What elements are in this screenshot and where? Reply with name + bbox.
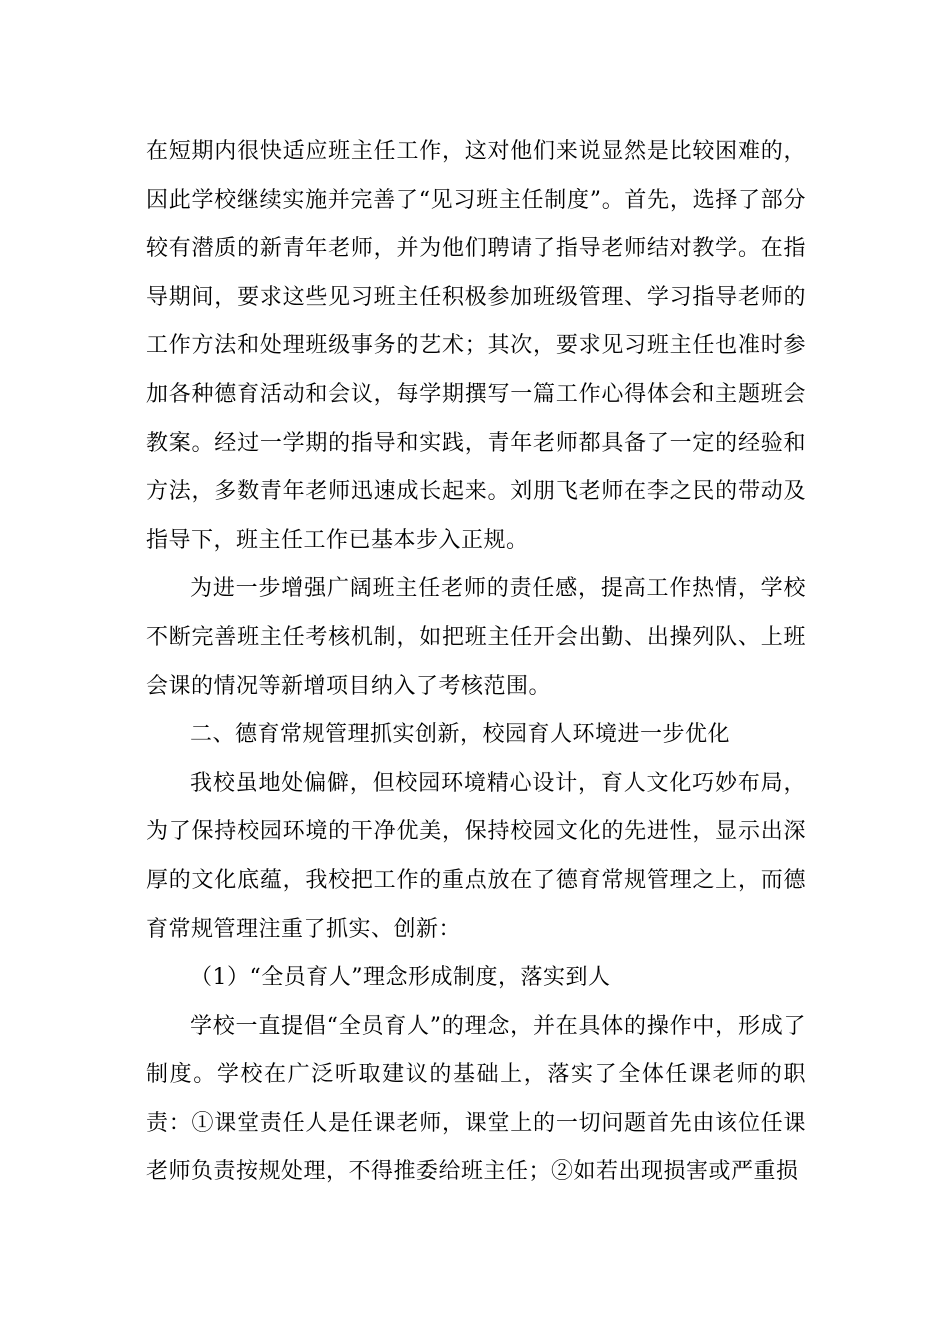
paragraph-4: 学校一直提倡“全员育人”的理念，并在具体的操作中，形成了制度。学校在广泛听取建议的基础上，落实了全体任课老师的职责：①课堂责任人是任课老师，课堂上的一切问题首先由该位任课老师负责按规处理，不得推委给班主任；②如若出现损害或严重损	[146, 1013, 806, 1185]
document-body	[146, 128, 806, 1197]
section-heading: 二、德育常规管理抓实创新，校园育人环境进一步优化	[190, 722, 731, 748]
paragraph-3: 我校虽地处偏僻，但校园环境精心设计，育人文化巧妙布局，为了保持校园环境的干净优美，保持校园文化的先进性，显示出深厚的文化底蕴，我校把工作的重点放在了德育常规管理之上，而德育常规管理注重了抓实、创新：	[146, 770, 806, 942]
paragraph-1: 在短期内很快适应班主任工作，这对他们来说显然是比较困难的，因此学校继续实施并完善了“见习班主任制度”。首先，选择了部分较有潜质的新青年老师，并为他们聘请了指导老师结对教学。在指导期间，要求这些见习班主任积极参加班级管理、学习指导老师的工作方法和处理班级事务的艺术；其次，要求见习班主任也准时参加各种德育活动和会议，每学期撰写一篇工作心得体会和主题班会教案。经过一学期的指导和实践，青年老师都具备了一定的经验和方法，多数青年老师迅速成长起来。刘朋飞老师在李之民的带动及指导下，班主任工作已基本步入正规。	[146, 139, 806, 553]
subsection-heading: （1）“全员育人”理念形成制度，落实到人	[190, 965, 611, 991]
paragraph-2: 为进一步增强广阔班主任老师的责任感，提高工作热情，学校不断完善班主任考核机制，如把班主任开会出勤、出操列队、上班会课的情况等新增项目纳入了考核范围。	[146, 576, 806, 699]
